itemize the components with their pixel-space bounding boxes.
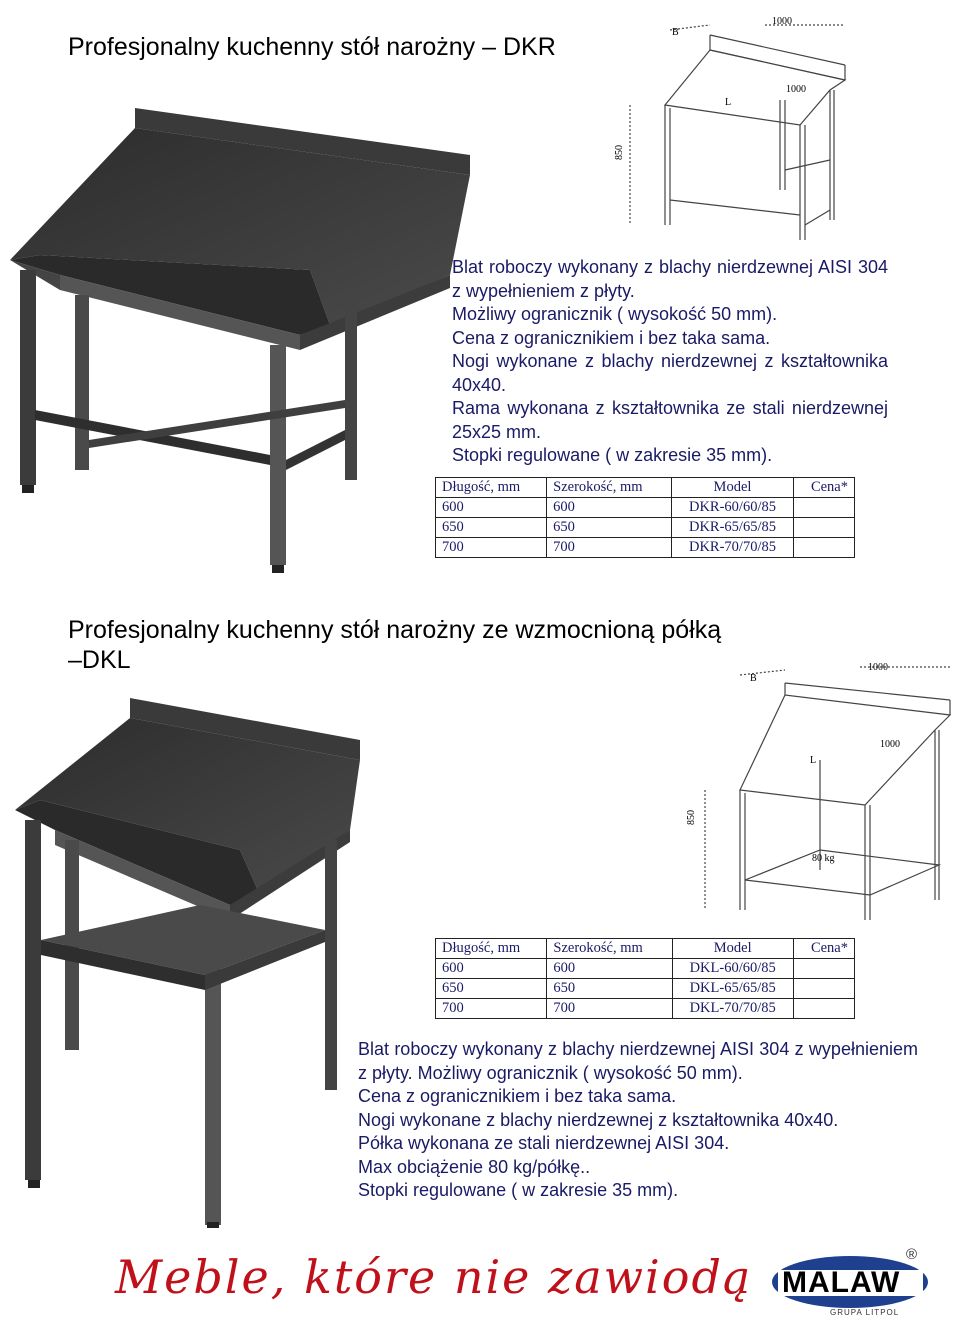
description-line: Cena z ogranicznikiem i bez taka sama.: [358, 1086, 677, 1106]
description-line: Rama wykonana z kształtownika ze stali nierdzewnej 25x25 mm.: [452, 398, 888, 442]
product-2-diagram-side: 1000: [880, 739, 900, 750]
brand-subtitle: GRUPA LITPOL: [830, 1308, 900, 1317]
product-1-diagram-b: B: [672, 27, 679, 38]
table-cell: [793, 959, 854, 979]
product-2-title-line1: Profesjonalny kuchenny stół narożny ze wzmocnioną półką: [68, 616, 722, 644]
table-cell: 700: [436, 999, 547, 1019]
product-1-diagram-l: L: [725, 97, 732, 108]
table-row: [436, 999, 855, 1019]
table-header-cell: Długość, mm: [436, 478, 547, 498]
description-line: Max obciążenie 80 kg/półkę..: [358, 1156, 591, 1177]
brand-name: MALAW: [782, 1266, 901, 1299]
table-cell: DKL-65/65/85: [672, 979, 793, 999]
description-line: Stopki regulowane ( w zakresie 35 mm).: [452, 445, 773, 465]
description-line: Półka wykonana ze stali nierdzewnej AISI 304.: [358, 1133, 730, 1153]
product-1-diagram-height: 850: [614, 145, 625, 160]
table-row: [436, 538, 855, 558]
description-line: Nogi wykonane z blachy nierdzewnej z kształtownika 40x40.: [358, 1109, 839, 1130]
table-header-cell: Model: [672, 478, 794, 498]
malaw-logo: [770, 1246, 940, 1320]
product-2-diagram-b: B: [750, 673, 757, 684]
table-cell: DKL-70/70/85: [672, 999, 793, 1019]
registered-mark: ®: [906, 1246, 918, 1263]
description-line: Nogi wykonane z blachy nierdzewnej z kształtownika 40x40.: [452, 351, 888, 395]
table-cell: [793, 498, 854, 518]
product-2-spec-table: [435, 938, 855, 1019]
product-1-diagram-side: 1000: [786, 84, 806, 95]
product-1-diagram: [600, 10, 860, 250]
table-cell: [793, 999, 854, 1019]
table-header-row: [436, 939, 855, 959]
table-cell: DKL-60/60/85: [672, 959, 793, 979]
table-cell: 650: [436, 518, 547, 538]
table-cell: DKR-65/65/85: [672, 518, 794, 538]
table-cell: 650: [547, 979, 672, 999]
table-header-cell: Długość, mm: [436, 939, 547, 959]
description-line: Cena z ogranicznikiem i bez taka sama.: [452, 327, 771, 348]
table-header-cell: Szerokość, mm: [547, 478, 672, 498]
table-header-cell: Szerokość, mm: [547, 939, 672, 959]
table-cell: 600: [436, 959, 547, 979]
table-header-cell: Cena*: [793, 478, 854, 498]
product-1-spec-table: [435, 477, 855, 558]
table-cell: 650: [436, 979, 547, 999]
table-cell: 700: [547, 999, 672, 1019]
table-cell: DKR-60/60/85: [672, 498, 794, 518]
product-2-diagram-top: 1000: [868, 662, 888, 673]
description-line: Blat roboczy wykonany z blachy nierdzewnej AISI 304 z wypełnieniem z płyty. Możliwy ogranicznik ( wysokość 50 mm).: [358, 1039, 918, 1083]
description-line: Stopki regulowane ( w zakresie 35 mm).: [358, 1180, 679, 1200]
product-2-diagram-height: 850: [686, 810, 697, 825]
table-cell: [793, 979, 854, 999]
product-2-title: [68, 615, 721, 675]
description-line: Możliwy ogranicznik ( wysokość 50 mm).: [452, 304, 778, 324]
table-cell: 700: [436, 538, 547, 558]
table-row: [436, 979, 855, 999]
footer-slogan: Meble, które nie zawiodą: [115, 1250, 753, 1304]
table-cell: DKR-70/70/85: [672, 538, 794, 558]
table-cell: [793, 518, 854, 538]
table-header-cell: Cena*: [793, 939, 854, 959]
product-1-description: [452, 256, 888, 468]
table-cell: 650: [547, 518, 672, 538]
table-cell: 600: [436, 498, 547, 518]
table-row: [436, 498, 855, 518]
product-2-diagram-l: L: [810, 755, 817, 766]
product-1-diagram-top: 1000: [772, 16, 792, 27]
product-2-diagram-load: 80 kg: [812, 853, 835, 864]
product-2-diagram: [680, 655, 960, 925]
table-cell: 700: [547, 538, 672, 558]
description-line: Blat roboczy wykonany z blachy nierdzewnej AISI 304 z wypełnieniem z płyty.: [452, 257, 888, 301]
product-2-photo: [0, 690, 360, 1230]
product-2-title-line2: –DKL: [68, 646, 131, 674]
product-2-description: [358, 1038, 918, 1203]
table-header-cell: Model: [672, 939, 793, 959]
product-1-title: Profesjonalny kuchenny stół narożny – DKR: [68, 33, 556, 61]
table-header-row: [436, 478, 855, 498]
table-cell: [793, 538, 854, 558]
table-cell: 600: [547, 498, 672, 518]
table-row: [436, 959, 855, 979]
product-1-photo: [0, 100, 470, 600]
table-row: [436, 518, 855, 538]
table-cell: 600: [547, 959, 672, 979]
